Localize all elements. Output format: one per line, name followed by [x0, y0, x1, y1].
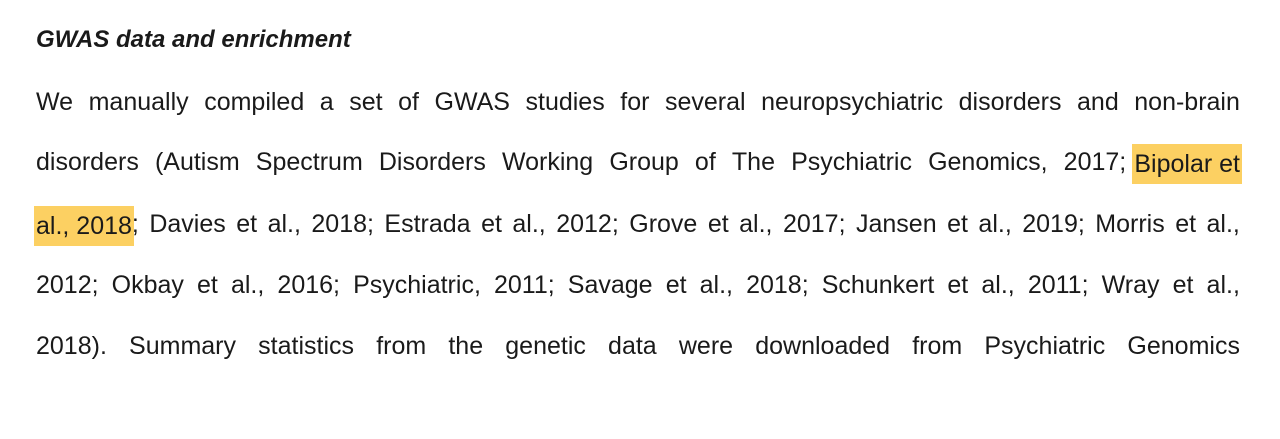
- paragraph-word: 2012;: [36, 271, 99, 299]
- paragraph-word: al.,: [699, 271, 733, 299]
- paragraph-word: several: [664, 88, 746, 116]
- paragraph-word: al.,: [1206, 271, 1240, 299]
- paragraph-word: Schunkert: [821, 271, 935, 299]
- paragraph-word: Grove: [629, 210, 698, 238]
- paragraph-line-2: [36, 144, 1240, 184]
- paragraph-word: ;: [131, 210, 139, 238]
- paragraph-word: Okbay: [111, 271, 184, 299]
- paragraph-word: studies: [525, 88, 605, 116]
- paragraph-word: Savage: [567, 271, 653, 299]
- paragraph-word: non-brain: [1134, 88, 1240, 116]
- paragraph-word: Wray: [1101, 271, 1160, 299]
- paragraph-word: The: [731, 148, 775, 176]
- paragraph-line-3-text: [132, 206, 1240, 246]
- paragraph-word: 2016;: [277, 271, 340, 299]
- paragraph-word: disorders: [958, 88, 1062, 116]
- paragraph-word: et: [1175, 210, 1197, 238]
- paragraph-word: Genomics: [1127, 332, 1240, 360]
- paragraph-word: Summary: [129, 332, 237, 360]
- paragraph-word: Morris: [1095, 210, 1165, 238]
- paragraph-word: et: [1172, 271, 1194, 299]
- paragraph-word: et: [947, 271, 969, 299]
- paragraph-word: 2011;: [1027, 271, 1089, 299]
- paragraph-word: disorders: [36, 148, 139, 176]
- paragraph-word: 2011;: [493, 271, 555, 299]
- paragraph-word: statistics: [258, 332, 355, 360]
- paragraph-word: al.,: [267, 210, 301, 238]
- paragraph-word: Davies: [149, 210, 226, 238]
- paragraph-word: compiled: [204, 88, 305, 116]
- paragraph-line-4: [36, 267, 1240, 303]
- paragraph-word: 2018;: [746, 271, 809, 299]
- paragraph-word: of: [398, 88, 419, 116]
- paragraph-word: Genomics,: [928, 148, 1048, 176]
- paragraph-word: et: [707, 210, 729, 238]
- paragraph-word: al.,: [981, 271, 1015, 299]
- paragraph-word: the: [448, 332, 484, 360]
- paragraph-word: Working: [501, 148, 594, 176]
- paragraph-word: downloaded: [755, 332, 891, 360]
- paragraph-word: 2017;: [782, 210, 846, 238]
- paragraph-word: genetic: [505, 332, 586, 360]
- paragraph-line-1: [36, 84, 1240, 120]
- paragraph-word: manually: [88, 88, 189, 116]
- paragraph-word: 2018).: [36, 332, 107, 360]
- paragraph-word: We: [36, 88, 74, 116]
- paragraph-word: 2017;: [1063, 148, 1127, 176]
- paragraph-line-3: [36, 206, 1240, 246]
- paragraph-word: al.,: [739, 210, 773, 238]
- paragraph-word: Disorders: [378, 148, 486, 176]
- paragraph-word: GWAS: [434, 88, 510, 116]
- citation-highlight-part-1[interactable]: Bipolar et: [1132, 144, 1242, 184]
- paragraph-word: et: [947, 210, 968, 238]
- paragraph-word: Estrada: [384, 210, 471, 238]
- paragraph-line-2-text: [36, 144, 1126, 184]
- section-heading: GWAS data and enrichment: [36, 26, 351, 53]
- paragraph-word: and: [1077, 88, 1119, 116]
- paragraph-word: et: [197, 271, 218, 299]
- paragraph-word: of: [694, 148, 716, 176]
- paragraph-word: al.,: [512, 210, 546, 238]
- paragraph-word: 2012;: [556, 210, 619, 238]
- paragraph-word: al.,: [978, 210, 1012, 238]
- paragraph-word: 2018;: [311, 210, 374, 238]
- paragraph-word: Psychiatric: [984, 332, 1106, 360]
- paragraph-word: Psychiatric,: [353, 271, 481, 299]
- paragraph-word: were: [678, 332, 734, 360]
- paragraph-word: neuropsychiatric: [761, 88, 944, 116]
- paragraph-word: (Autism: [154, 148, 240, 176]
- paragraph-word: data: [608, 332, 657, 360]
- paragraph-word: set: [349, 88, 383, 116]
- paragraph-word: et: [236, 210, 258, 238]
- paragraph-word: et: [665, 271, 687, 299]
- paragraph-word: for: [620, 88, 650, 116]
- paragraph-line-5: [36, 328, 1240, 364]
- paragraph-word: Jansen: [856, 210, 937, 238]
- paragraph-word: a: [319, 88, 334, 116]
- paragraph-word: al.,: [230, 271, 265, 299]
- paragraph-word: 2019;: [1022, 210, 1085, 238]
- paragraph-word: from: [912, 332, 963, 360]
- citation-highlight-part-2[interactable]: al., 2018: [34, 206, 134, 246]
- paragraph-word: Group: [609, 148, 679, 176]
- paragraph-word: from: [376, 332, 427, 360]
- paragraph-word: al.,: [1206, 210, 1240, 238]
- paragraph-word: et: [481, 210, 502, 238]
- paragraph-word: Spectrum: [255, 148, 363, 176]
- paragraph-word: Psychiatric: [791, 148, 912, 176]
